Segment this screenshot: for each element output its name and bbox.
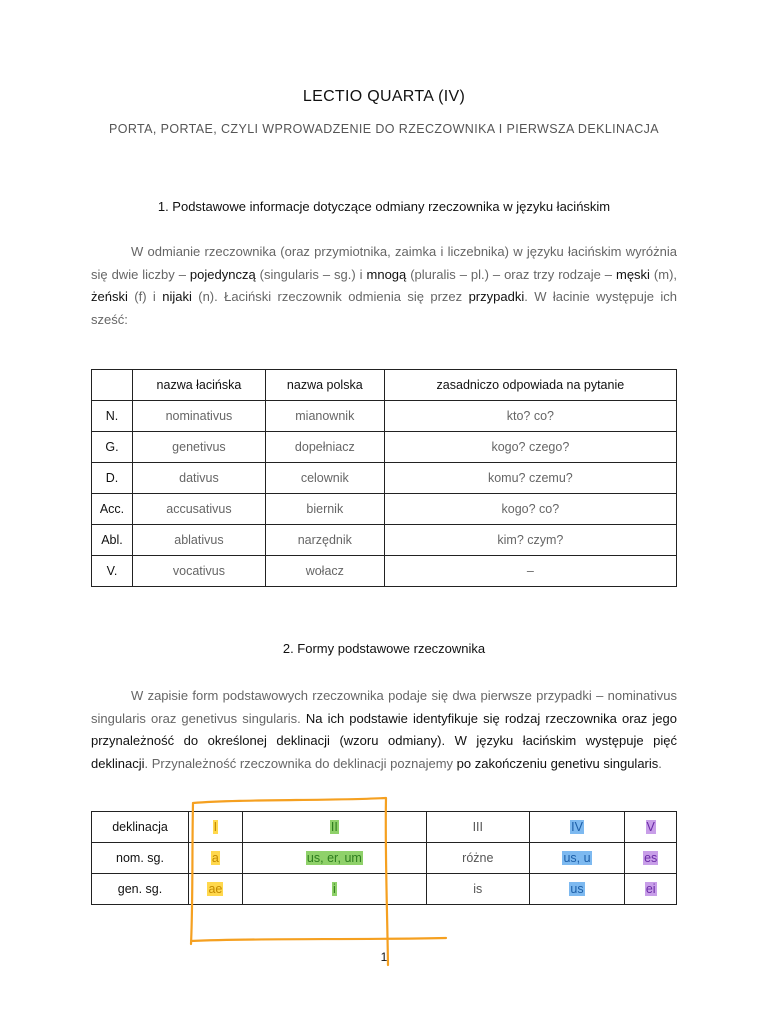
section1-heading: 1. Podstawowe informacje dotyczące odmiany rzeczownika w języku łacińskim	[157, 199, 611, 214]
table-row	[92, 812, 677, 843]
table-cell: ae	[189, 874, 243, 905]
row-label: deklinacja	[92, 812, 189, 843]
polish-name: celownik	[265, 463, 384, 494]
table-cell: us, er, um	[242, 843, 426, 874]
table-row	[92, 432, 677, 463]
question: kogo? czego?	[384, 432, 676, 463]
table-header-cell: nazwa łacińska	[133, 370, 266, 401]
cases-table	[91, 369, 677, 587]
table-row	[92, 843, 677, 874]
latin-name: vocativus	[133, 556, 266, 587]
table-row	[92, 401, 677, 432]
table-row	[92, 494, 677, 525]
case-abbrev: Acc.	[92, 494, 133, 525]
table-row	[92, 525, 677, 556]
table-cell: I	[189, 812, 243, 843]
table-cell: III	[426, 812, 529, 843]
latin-name: dativus	[133, 463, 266, 494]
section2-paragraph: W zapisie form podstawowych rzeczownika podaje się dwa pierwsze przypadki – nominativus singularis oraz genetivus singularis. Na ich podstawie identyfikuje się rodzaj rzeczownika oraz jego przynależność do określonej deklinacji (wzoru odmiany). W języku łacińskim występuje pięć deklinacji. Przynależność rzeczownika do deklinacji poznajemy po zakończeniu genetivu singularis.	[91, 688, 677, 771]
question: –	[384, 556, 676, 587]
section2-heading: 2. Formy podstawowe rzeczownika	[282, 641, 486, 656]
table-header-cell	[92, 370, 133, 401]
polish-name: narzędnik	[265, 525, 384, 556]
table-cell: V	[625, 812, 677, 843]
question: kim? czym?	[384, 525, 676, 556]
case-abbrev: Abl.	[92, 525, 133, 556]
question: komu? czemu?	[384, 463, 676, 494]
table-header-cell: nazwa polska	[265, 370, 384, 401]
polish-name: biernik	[265, 494, 384, 525]
polish-name: mianownik	[265, 401, 384, 432]
table-row	[92, 556, 677, 587]
latin-name: genetivus	[133, 432, 266, 463]
latin-name: accusativus	[133, 494, 266, 525]
table-cell: IV	[529, 812, 625, 843]
table-cell: ei	[625, 874, 677, 905]
case-abbrev: V.	[92, 556, 133, 587]
row-label: gen. sg.	[92, 874, 189, 905]
table-cell: a	[189, 843, 243, 874]
table-row	[92, 463, 677, 494]
case-abbrev: N.	[92, 401, 133, 432]
table-cell: us	[529, 874, 625, 905]
question: kogo? co?	[384, 494, 676, 525]
case-abbrev: D.	[92, 463, 133, 494]
table-cell: us, u	[529, 843, 625, 874]
table-cell: i	[242, 874, 426, 905]
page-title: LECTIO QUARTA (IV)	[302, 88, 466, 105]
page-number: 1	[380, 950, 388, 964]
latin-name: ablativus	[133, 525, 266, 556]
row-label: nom. sg.	[92, 843, 189, 874]
table-cell: is	[426, 874, 529, 905]
table-cell: II	[242, 812, 426, 843]
page-subtitle: PORTA, PORTAE, CZYLI WPROWADZENIE DO RZECZOWNIKA I PIERWSZA DEKLINACJA	[108, 122, 660, 136]
section1-paragraph: W odmianie rzeczownika (oraz przymiotnika, zaimka i liczebnika) w języku łacińskim wyróżnia się dwie liczby – pojedynczą (singularis – sg.) i mnogą (pluralis – pl.) – oraz trzy rodzaje – męski (m), żeński (f) i nijaki (n). Łaciński rzeczownik odmienia się przez przypadki. W łacinie występuje ich sześć:	[91, 244, 678, 327]
table-cell: es	[625, 843, 677, 874]
question: kto? co?	[384, 401, 676, 432]
latin-name: nominativus	[133, 401, 266, 432]
case-abbrev: G.	[92, 432, 133, 463]
polish-name: wołacz	[265, 556, 384, 587]
table-cell: różne	[426, 843, 529, 874]
table-row	[92, 874, 677, 905]
table-header-row	[92, 370, 677, 401]
declensions-table	[91, 811, 677, 905]
polish-name: dopełniacz	[265, 432, 384, 463]
table-header-cell: zasadniczo odpowiada na pytanie	[384, 370, 676, 401]
